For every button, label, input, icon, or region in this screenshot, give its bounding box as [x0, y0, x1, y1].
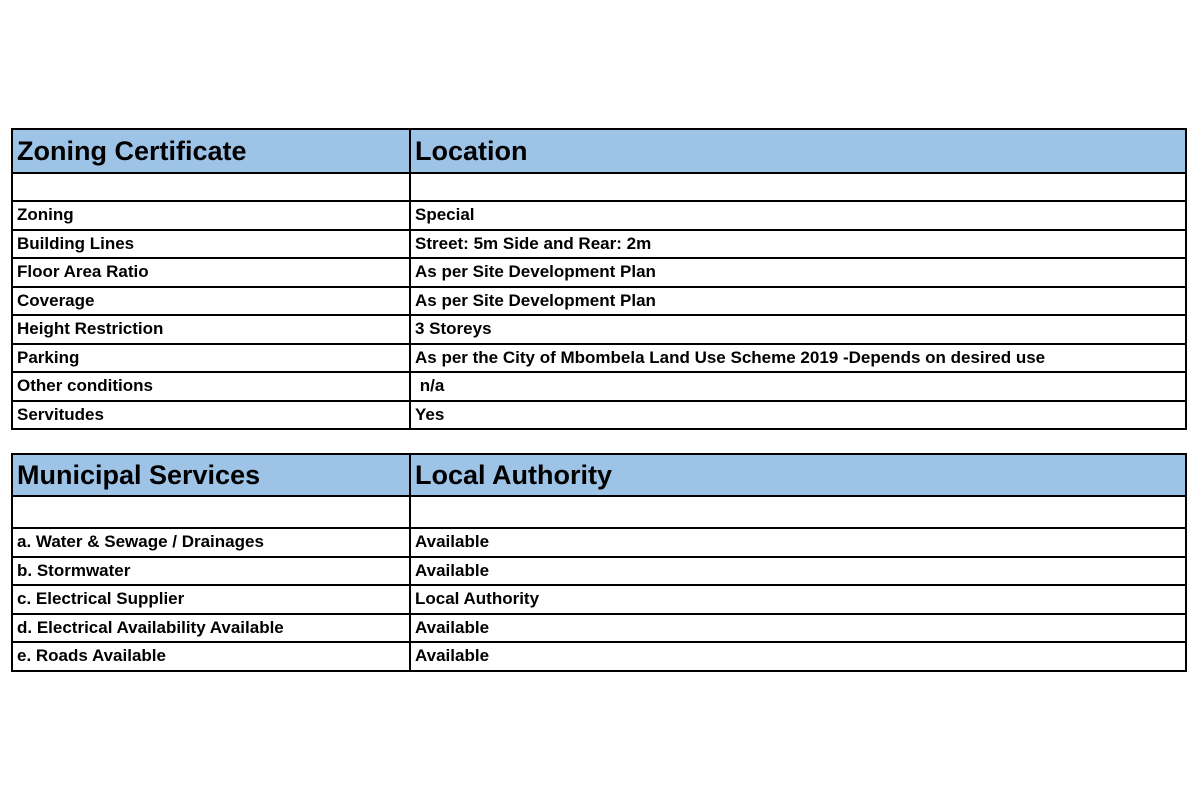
- row-label: Parking: [12, 344, 410, 373]
- row-value: As per Site Development Plan: [410, 287, 1186, 316]
- row-value: 3 Storeys: [410, 315, 1186, 344]
- row-label: a. Water & Sewage / Drainages: [12, 528, 410, 557]
- row-label: Coverage: [12, 287, 410, 316]
- header-location: Location: [410, 129, 1186, 173]
- blank-cell: [410, 173, 1186, 201]
- row-value: Available: [410, 614, 1186, 643]
- header-local-authority: Local Authority: [410, 454, 1186, 496]
- table-header-row: [12, 129, 1186, 173]
- row-value: As per the City of Mbombela Land Use Scheme 2019 -Depends on desired use: [410, 344, 1186, 373]
- table-row: [12, 401, 1186, 430]
- blank-row: [12, 496, 1186, 528]
- blank-cell: [12, 173, 410, 201]
- row-label: Other conditions: [12, 372, 410, 401]
- zoning-certificate-table: [11, 128, 1187, 430]
- row-label: Building Lines: [12, 230, 410, 259]
- table-row: [12, 528, 1186, 557]
- table-row: [12, 344, 1186, 373]
- row-value: Special: [410, 201, 1186, 230]
- row-value: Local Authority: [410, 585, 1186, 614]
- municipal-services-table: [11, 453, 1187, 672]
- table-row: [12, 258, 1186, 287]
- row-label: Floor Area Ratio: [12, 258, 410, 287]
- table-row: [12, 642, 1186, 671]
- row-value: Available: [410, 642, 1186, 671]
- row-value: As per Site Development Plan: [410, 258, 1186, 287]
- header-zoning-certificate: Zoning Certificate: [12, 129, 410, 173]
- header-municipal-services: Municipal Services: [12, 454, 410, 496]
- row-value: n/a: [410, 372, 1186, 401]
- row-label: Zoning: [12, 201, 410, 230]
- table-row: [12, 201, 1186, 230]
- table-row: [12, 557, 1186, 586]
- row-label: d. Electrical Availability Available: [12, 614, 410, 643]
- row-label: c. Electrical Supplier: [12, 585, 410, 614]
- table-row: [12, 287, 1186, 316]
- row-value: Street: 5m Side and Rear: 2m: [410, 230, 1186, 259]
- blank-row: [12, 173, 1186, 201]
- row-label: Servitudes: [12, 401, 410, 430]
- table-row: [12, 585, 1186, 614]
- table-row: [12, 315, 1186, 344]
- blank-cell: [12, 496, 410, 528]
- row-label: Height Restriction: [12, 315, 410, 344]
- table-header-row: [12, 454, 1186, 496]
- table-row: [12, 372, 1186, 401]
- row-value: Yes: [410, 401, 1186, 430]
- row-value: Available: [410, 528, 1186, 557]
- row-label: e. Roads Available: [12, 642, 410, 671]
- row-value: Available: [410, 557, 1186, 586]
- row-label: b. Stormwater: [12, 557, 410, 586]
- table-row: [12, 614, 1186, 643]
- table-row: [12, 230, 1186, 259]
- blank-cell: [410, 496, 1186, 528]
